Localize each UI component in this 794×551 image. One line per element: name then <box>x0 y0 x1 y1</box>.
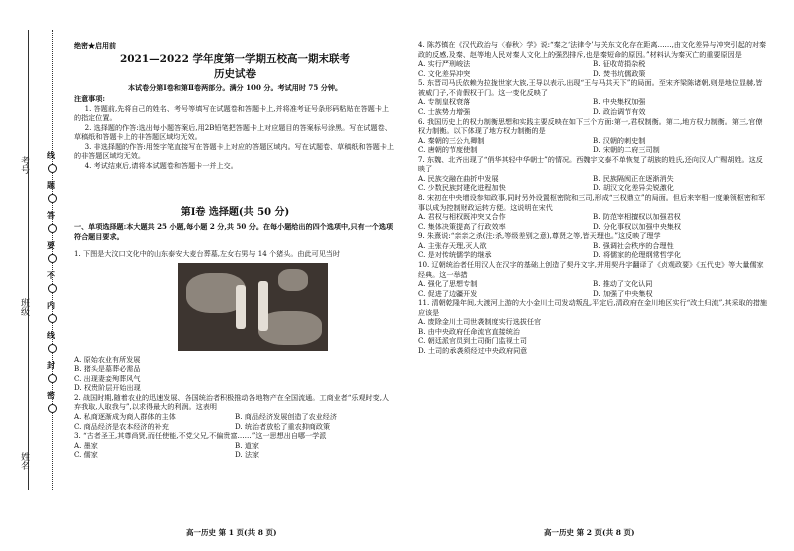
q10-option-a[interactable]: A. 强化了思想专制 <box>418 279 478 289</box>
q9-option-d[interactable]: D. 将儒家的伦理纲常哲学化 <box>593 250 681 260</box>
q8-option-c[interactable]: C. 集体决策提高了行政效率 <box>418 221 506 231</box>
q10-option-b[interactable]: B. 推动了文化认同 <box>593 279 653 289</box>
binding-circle-icon <box>48 404 57 413</box>
q9-option-a[interactable]: A. 主张存天理,灭人欲 <box>418 240 487 250</box>
binding-circle-icon <box>48 344 57 353</box>
q9-option-b[interactable]: B. 强调社会秩序的合理性 <box>593 240 674 250</box>
q3-option-b[interactable]: B. 道家 <box>235 440 259 450</box>
q6-option-d[interactable]: D. 宋朝的二府三司制 <box>593 145 660 155</box>
binding-char: 要 <box>47 240 55 250</box>
notes <box>74 94 396 171</box>
binding-char: 封 <box>47 360 55 370</box>
exam-title: 2021—2022 学年度第一学期五校高一期末联考 <box>119 53 351 65</box>
q9-option-c[interactable]: C. 是对传统儒学的继承 <box>418 250 492 260</box>
q11-option-d[interactable]: D. 土司的承袭须经过中央政府同意 <box>418 346 528 355</box>
q3-stem: 3. “古者圣王,其尊尚贤,而任使能,不党父兄,不偏贵富……”这一思想出自哪一学派 <box>74 431 327 441</box>
q5-option-d[interactable]: D. 政治调节有效 <box>593 106 646 116</box>
q2-option-c[interactable]: C. 商品经济是农本经济的补充 <box>74 421 169 431</box>
binding-char: 答 <box>47 210 55 220</box>
q4-option-c[interactable]: C. 文化差异冲突 <box>418 68 471 78</box>
notes-title: 注意事项: <box>74 94 105 103</box>
q7-option-b[interactable]: B. 民族隔阂正在逐渐消失 <box>593 173 674 183</box>
binding-circle-icon <box>48 164 57 173</box>
q7-stem: 7. 东魏、北齐出现了“俏华其轻中华朝士”的情况。西魏宇文泰不单恢复了胡族的姓氏,还向汉人广赐胡姓。这反映了 <box>418 154 763 174</box>
name-label: 姓名 <box>19 452 29 470</box>
binding-line <box>28 30 29 490</box>
right-column <box>418 40 768 356</box>
left-questions <box>74 249 396 460</box>
q1-option-d[interactable]: D. 权贵阶层开始出现 <box>74 383 141 393</box>
q8-stem: 8. 宋初在中央增设参知政事,同时另外设置枢密院和三司,形成“三权鼎立”的局面。但后来宰相一度兼领枢密和军事以成为控制财政运转方便。这说明在宋代 <box>418 193 766 212</box>
q2-option-d[interactable]: D. 统治者放松了重农抑商政策 <box>235 421 331 431</box>
binding-circle-icon <box>48 284 57 293</box>
q7-option-a[interactable]: A. 民族交融在曲折中发展 <box>418 173 499 183</box>
q11-option-c[interactable]: C. 朝廷派官员到土司衙门监视土司 <box>418 336 527 346</box>
q4-stem: 4. 陈苏镇在《汉代政治与〈春秋〉学》说:“秦之‘法律令’与关东文化存在距离……,由文化差异与冲突引起的对秦政的反感,及秦、赵等地人民对秦人文化上的强烈排斥,也是秦短命的原因。”材料认为秦灭亡的重要原因是 <box>418 40 767 59</box>
binding-char: 线 <box>47 150 55 160</box>
footer-right: 高一历史 第 2 页(共 8 页) <box>544 528 635 537</box>
q5-option-c[interactable]: C. 士族势力增强 <box>418 106 471 116</box>
section-title: 第Ⅰ卷 选择题(共 50 分) <box>180 207 290 218</box>
q3-option-a[interactable]: A. 墨家 <box>74 440 98 450</box>
q5-option-a[interactable]: A. 专制皇权衰落 <box>418 97 471 107</box>
q5-option-b[interactable]: B. 中央集权加强 <box>593 97 646 107</box>
q6-option-a[interactable]: A. 秦朝的三公九卿制 <box>418 135 485 145</box>
q10-stem: 10. 辽朝统治者任用汉人在汉字的基础上创造了契丹文字,并用契丹字翻译了《贞观政要》《五代史》等大量儒家经典。这一举措 <box>418 259 764 279</box>
tomb-photo <box>178 263 328 351</box>
binding-char: 题 <box>47 180 55 190</box>
q8-option-a[interactable]: A. 君权与相权既冲突又合作 <box>418 212 506 222</box>
note-4: 4. 考试结束后,请将本试题卷和答题卡一并上交。 <box>84 160 238 170</box>
q7-option-c[interactable]: C. 少数民族封建化进程加快 <box>418 183 506 193</box>
binding-circle-icon <box>48 314 57 323</box>
secret-mark: 绝密★启用前 <box>74 41 116 50</box>
q2-option-b[interactable]: B. 商品经济发展创造了农业经济 <box>235 411 337 421</box>
q11-option-b[interactable]: B. 由中央政府任命流官直接统治 <box>418 326 520 336</box>
q1-stem: 1. 下图是大汶口文化中的山东泰安大麦台葬墓,左女右男与 14 个猪头。由此可见当时 <box>74 249 340 258</box>
binding-circle-icon <box>48 194 57 203</box>
q8-option-b[interactable]: B. 防范宰相擅权以加强君权 <box>593 212 681 222</box>
q2-stem: 2. 战国时期,随着农业的迅速发展、各国统治者积极推动各地物产在全国流通。工商业者“乐观时变,人弃我取,人取我与”,以求得最大的利润。这表明 <box>74 392 390 412</box>
class-label: 班级 <box>19 298 29 316</box>
q11-stem: 11. 清朝乾隆年间,大渡河上游的大小金川土司发动叛乱,平定后,清政府在金川地区实行“改土归流”,其采取的措施应该是 <box>418 298 768 317</box>
note-1: 1. 答题前,先将自己的姓名、考号等填写在试题卷和答题卡上,并将准考证号条形码粘贴在答题卡上的指定位置。 <box>74 103 390 123</box>
q11-option-a[interactable]: A. 废除金川土司世袭制度实行选拔任官 <box>418 317 542 327</box>
right-questions <box>418 40 768 356</box>
q4-option-a[interactable]: A. 实行严刑峻法 <box>418 59 471 69</box>
binding-circle-icon <box>48 374 57 383</box>
note-3: 3. 非选择题的作答:用签字笔直接写在答题卡上对应的答题区域内。写在试题卷、草稿纸和答题卡上的非答题区域均无效。 <box>74 141 394 161</box>
q6-option-b[interactable]: B. 汉朝的刺史制 <box>593 135 646 145</box>
q1-options-row1 <box>74 355 396 365</box>
q6-option-c[interactable]: C. 唐朝的节度使制 <box>418 145 478 155</box>
q10-option-d[interactable]: D. 加强了中央集权 <box>593 288 653 298</box>
q3-option-d[interactable]: D. 法家 <box>235 450 260 460</box>
binding-circle-icon <box>48 224 57 233</box>
q1-option-a[interactable]: A. 原始农业有所发展 <box>74 354 141 364</box>
q10-option-c[interactable]: C. 促进了边疆开发 <box>418 288 478 298</box>
q4-option-b[interactable]: B. 征收苛捐杂税 <box>593 59 646 69</box>
q7-option-d[interactable]: D. 胡汉文化差异尖锐激化 <box>593 183 674 193</box>
q1-option-b[interactable]: B. 猪头是墓葬必需品 <box>74 364 141 374</box>
binding-circle-icon <box>48 254 57 263</box>
q5-stem: 5. 东晋司马氏依赖为拉拢世家大族,王导以表示,出现“王与马共天下”的局面。至宋齐梁陈诸朝,则是地位显赫,皆被威门子,不肯假权于门。这一变化反映了 <box>418 78 763 97</box>
q1-option-c[interactable]: C. 出现妻妾殉葬风气 <box>74 373 141 383</box>
binding-char: 密 <box>47 390 55 400</box>
footer-left: 高一历史 第 1 页(共 8 页) <box>186 528 277 537</box>
binding-strip <box>0 0 70 551</box>
q2-option-a[interactable]: A. 私商逐渐成为商人群体的主体 <box>74 411 176 421</box>
exam-subtitle: 历史试卷 <box>214 68 256 80</box>
note-2: 2. 选择题的作答:选出每小题答案后,用2B铅笔把答题卡上对应题目的答案标号涂黑。写在试题卷、草稿纸和答题卡上的非答题区域均无效。 <box>74 122 392 142</box>
q4-option-d[interactable]: D. 焚书坑儒政策 <box>593 68 646 78</box>
q6-stem: 6. 我国历史上的权力制衡思想和实践主要反映在如下三个方面:第一,君权制衡。第二,地方权力制衡。第三,官僚权力制衡。以下体现了地方权力制衡的是 <box>418 116 763 136</box>
q8-option-d[interactable]: D. 分化事权以加强中央集权 <box>593 221 681 231</box>
binding-char: 线 <box>47 330 55 340</box>
section-instructions: 一、单项选择题:本大题共 25 小题,每小题 2 分,共 50 分。在每小题给出的四个选项中,只有一个选项符合题目要求。 <box>74 222 394 241</box>
q3-option-c[interactable]: C. 儒家 <box>74 450 98 460</box>
exam-intro: 本试卷分第Ⅰ卷和第Ⅱ卷两部分。满分 100 分。考试用时 75 分钟。 <box>127 83 343 92</box>
binding-char: 不 <box>47 270 55 280</box>
exam-no-label: 考号 <box>19 156 29 174</box>
binding-char: 内 <box>47 300 55 310</box>
q9-stem: 9. 朱熹说:“亲亲之杀(注:杀,等级差别之意),尊贤之等,皆天理也。”这反映了理学 <box>418 231 661 241</box>
